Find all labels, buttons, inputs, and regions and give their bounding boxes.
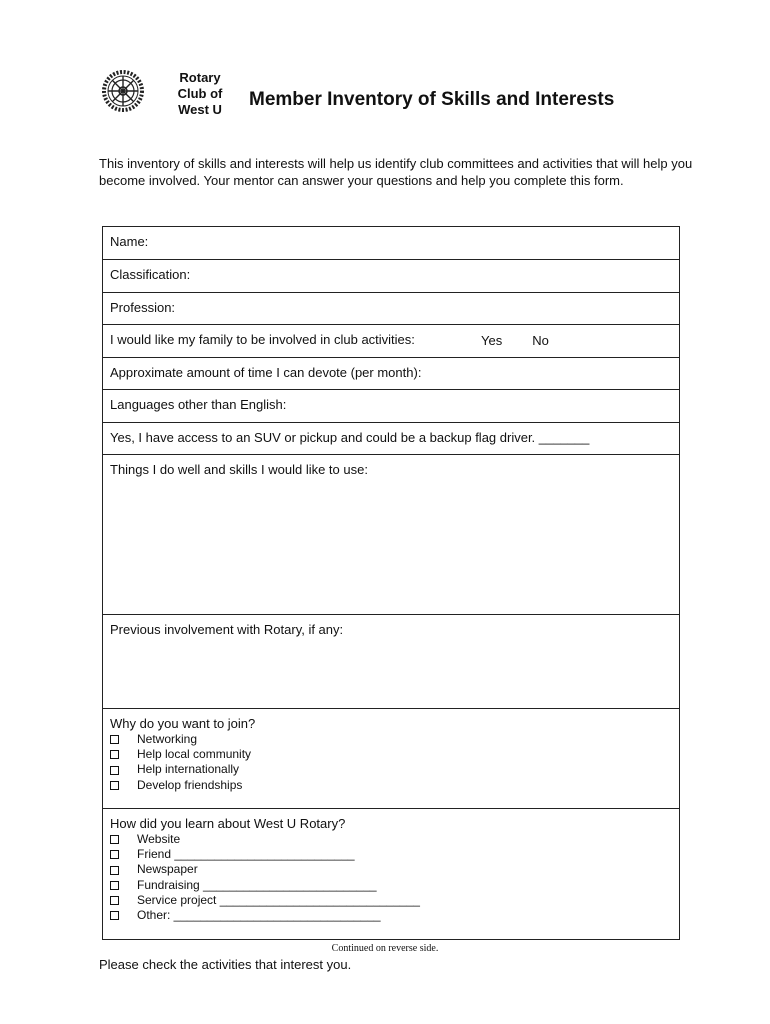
- member-form: [102, 226, 680, 940]
- why-join-option[interactable]: [110, 778, 679, 793]
- option-label: Help internationally: [137, 762, 240, 777]
- why-join-section: [103, 709, 679, 809]
- suv-driver-label: Yes, I have access to an SUV or pickup and could be a backup flag driver. _______: [110, 430, 590, 445]
- club-name-line: Club of: [177, 86, 223, 101]
- profession-field[interactable]: [103, 293, 679, 325]
- club-name-line: Rotary: [179, 70, 221, 85]
- checkbox[interactable]: [110, 781, 119, 790]
- continued-note: Continued on reverse side.: [331, 943, 439, 954]
- how-learn-section: [103, 809, 679, 941]
- why-join-option[interactable]: [110, 762, 679, 777]
- suv-driver-field[interactable]: [103, 423, 679, 455]
- skills-label: Things I do well and skills I would like to use:: [110, 462, 368, 477]
- classification-label: Classification:: [110, 267, 191, 282]
- languages-label: Languages other than English:: [110, 397, 287, 412]
- checkbox[interactable]: [110, 735, 119, 744]
- option-label: Website: [137, 832, 181, 846]
- checkbox[interactable]: [110, 881, 119, 890]
- classification-field[interactable]: [103, 260, 679, 293]
- family-involvement-row: [103, 325, 679, 358]
- why-join-option[interactable]: [110, 732, 679, 747]
- option-label: Friend ___________________________: [137, 847, 355, 862]
- name-label: Name:: [110, 234, 149, 249]
- checkbox[interactable]: [110, 866, 119, 875]
- no-option[interactable]: No: [532, 333, 549, 348]
- option-label: Service project ______________________________: [137, 892, 420, 907]
- option-label: Other: _______________________________: [137, 908, 381, 923]
- form-title: Member Inventory of Skills and Interests: [249, 89, 615, 110]
- option-label: Newspaper: [137, 862, 198, 877]
- checkbox[interactable]: [110, 766, 119, 775]
- how-learn-option[interactable]: [110, 847, 679, 862]
- checkbox[interactable]: [110, 835, 119, 844]
- how-learn-question: How did you learn about West U Rotary?: [110, 816, 346, 831]
- rotary-wheel-logo: [100, 68, 146, 114]
- checkbox[interactable]: [110, 850, 119, 859]
- name-field[interactable]: [103, 227, 679, 260]
- intro-paragraph: This inventory of skills and interests will help us identify club committees and activities that will help you become involved. Your mentor can answer your questions and help you complete this form.: [99, 156, 693, 188]
- time-commitment-label: Approximate amount of time I can devote (per month):: [110, 365, 422, 380]
- how-learn-option[interactable]: [110, 878, 679, 893]
- why-join-question: Why do you want to join?: [110, 716, 256, 731]
- option-label: Networking: [137, 732, 198, 746]
- languages-field[interactable]: [103, 390, 679, 423]
- previous-involvement-label: Previous involvement with Rotary, if any:: [110, 622, 344, 637]
- how-learn-option[interactable]: [110, 893, 679, 908]
- time-commitment-field[interactable]: [103, 358, 679, 390]
- previous-involvement-field[interactable]: [103, 615, 679, 709]
- yes-no-choice: [481, 333, 549, 348]
- club-name: [170, 70, 230, 118]
- how-learn-option[interactable]: [110, 862, 679, 877]
- option-label: Develop friendships: [137, 777, 243, 792]
- activities-prompt: Please check the activities that interest you.: [99, 957, 352, 972]
- yes-option[interactable]: Yes: [481, 333, 503, 348]
- profession-label: Profession:: [110, 300, 176, 315]
- why-join-option[interactable]: [110, 747, 679, 762]
- checkbox[interactable]: [110, 896, 119, 905]
- how-learn-option[interactable]: [110, 832, 679, 847]
- checkbox[interactable]: [110, 750, 119, 759]
- skills-field[interactable]: [103, 455, 679, 615]
- how-learn-option[interactable]: [110, 908, 679, 923]
- family-involvement-label: I would like my family to be involved in club activities:: [110, 332, 415, 347]
- option-label: Fundraising __________________________: [137, 877, 377, 892]
- option-label: Help local community: [137, 747, 252, 762]
- club-name-line: West U: [178, 102, 222, 117]
- checkbox[interactable]: [110, 911, 119, 920]
